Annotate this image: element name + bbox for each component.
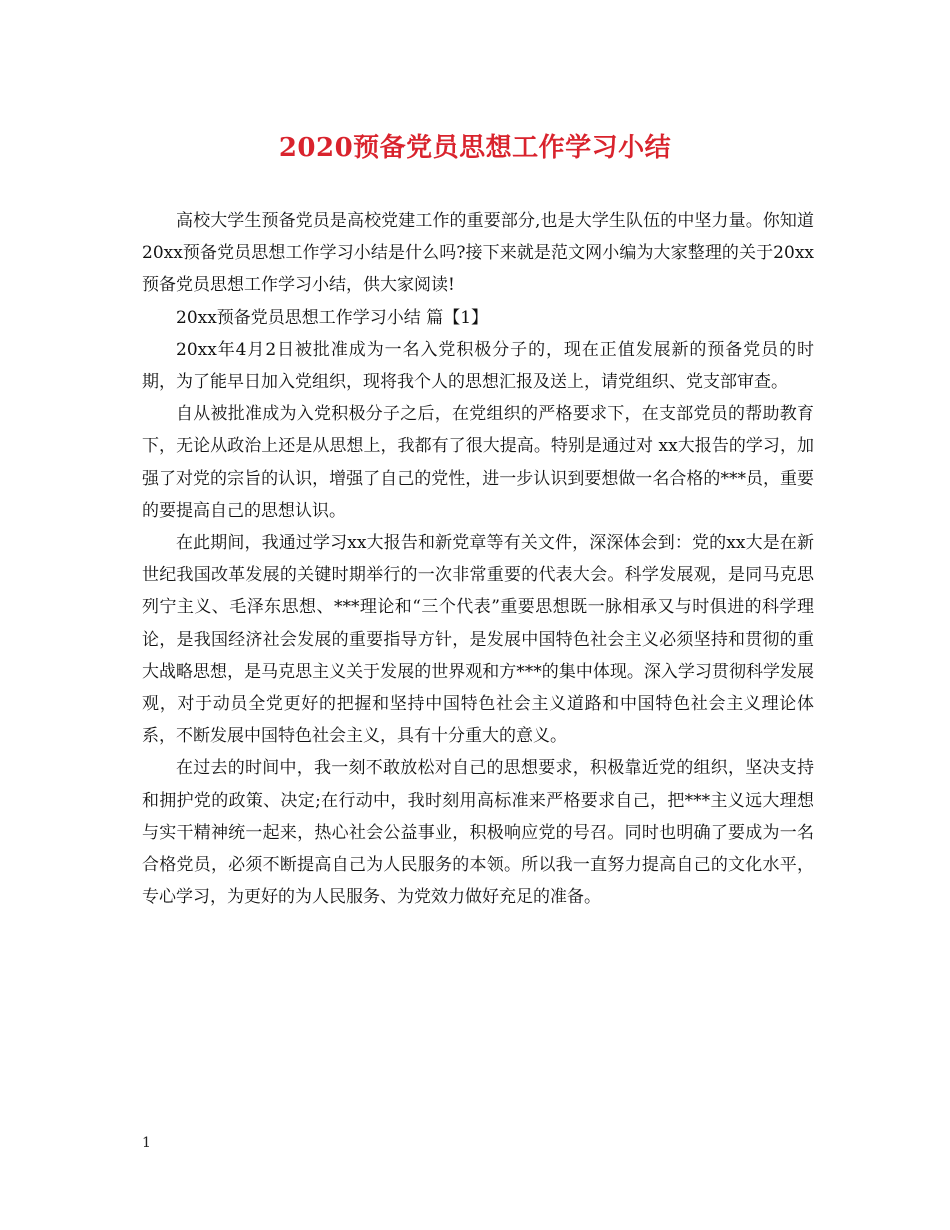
paragraph-progress: 自从被批准成为入党积极分子之后，在党组织的严格要求下，在支部党员的帮助教育下，无论从政治上还是从思想上，我都有了很大提高。特别是通过对 xx大报告的学习，加强了对党的宗旨的认识，增强了自己的党性，进一步认识到要想做一名合格的***员，重要的要提高自己的思想认识。 [142, 404, 814, 521]
paragraph-intro: 高校大学生预备党员是高校党建工作的重要部分,也是大学生队伍的中坚力量。你知道20xx预备党员思想工作学习小结是什么吗?接下来就是范文网小编为大家整理的关于20xx预备党员思想工作学习小结，供大家阅读! [142, 211, 814, 296]
section-heading: 20xx预备党员思想工作学习小结 篇【1】 [176, 307, 489, 328]
document-title: 2020预备党员思想工作学习小结 [278, 133, 672, 163]
paragraph-study: 在此期间，我通过学习xx大报告和新党章等有关文件，深深体会到：党的xx大是在新世纪我国改革发展的关键时期举行的一次非常重要的代表大会。科学发展观，是同马克思列宁主义、毛泽东思想、***理论和“三个代表”重要思想既一脉相承又与时俱进的科学理论，是我国经济社会发展的重要指导方针，是发展中国特色社会主义必须坚持和贯彻的重大战略思想，是马克思主义关于发展的世界观和方***的集中体现。深入学习贯彻科学发展观，对于动员全党更好的把握和坚持中国特色社会主义道路和中国特色社会主义理论体系，不断发展中国特色社会主义，具有十分重大的意义。 [142, 533, 814, 747]
document-body [142, 205, 814, 913]
paragraph-approval: 20xx年4月2日被批准成为一名入党积极分子的，现在正值发展新的预备党员的时期，为了能早日加入党组织，现将我个人的思想汇报及送上，请党组织、党支部审查。 [142, 339, 814, 393]
page-number: 1 [142, 1135, 151, 1151]
paragraph-commitment: 在过去的时间中，我一刻不敢放松对自己的思想要求，积极靠近党的组织，坚决支持和拥护党的政策、决定;在行动中，我时刻用高标准来严格要求自己，把***主义远大理想与实干精神统一起来，热心社会公益事业，积极响应党的号召。同时也明确了要成为一名合格党员，必须不断提高自己为人民服务的本领。所以我一直努力提高自己的文化水平，专心学习，为更好的为人民服务、为党效力做好充足的准备。 [142, 758, 814, 908]
